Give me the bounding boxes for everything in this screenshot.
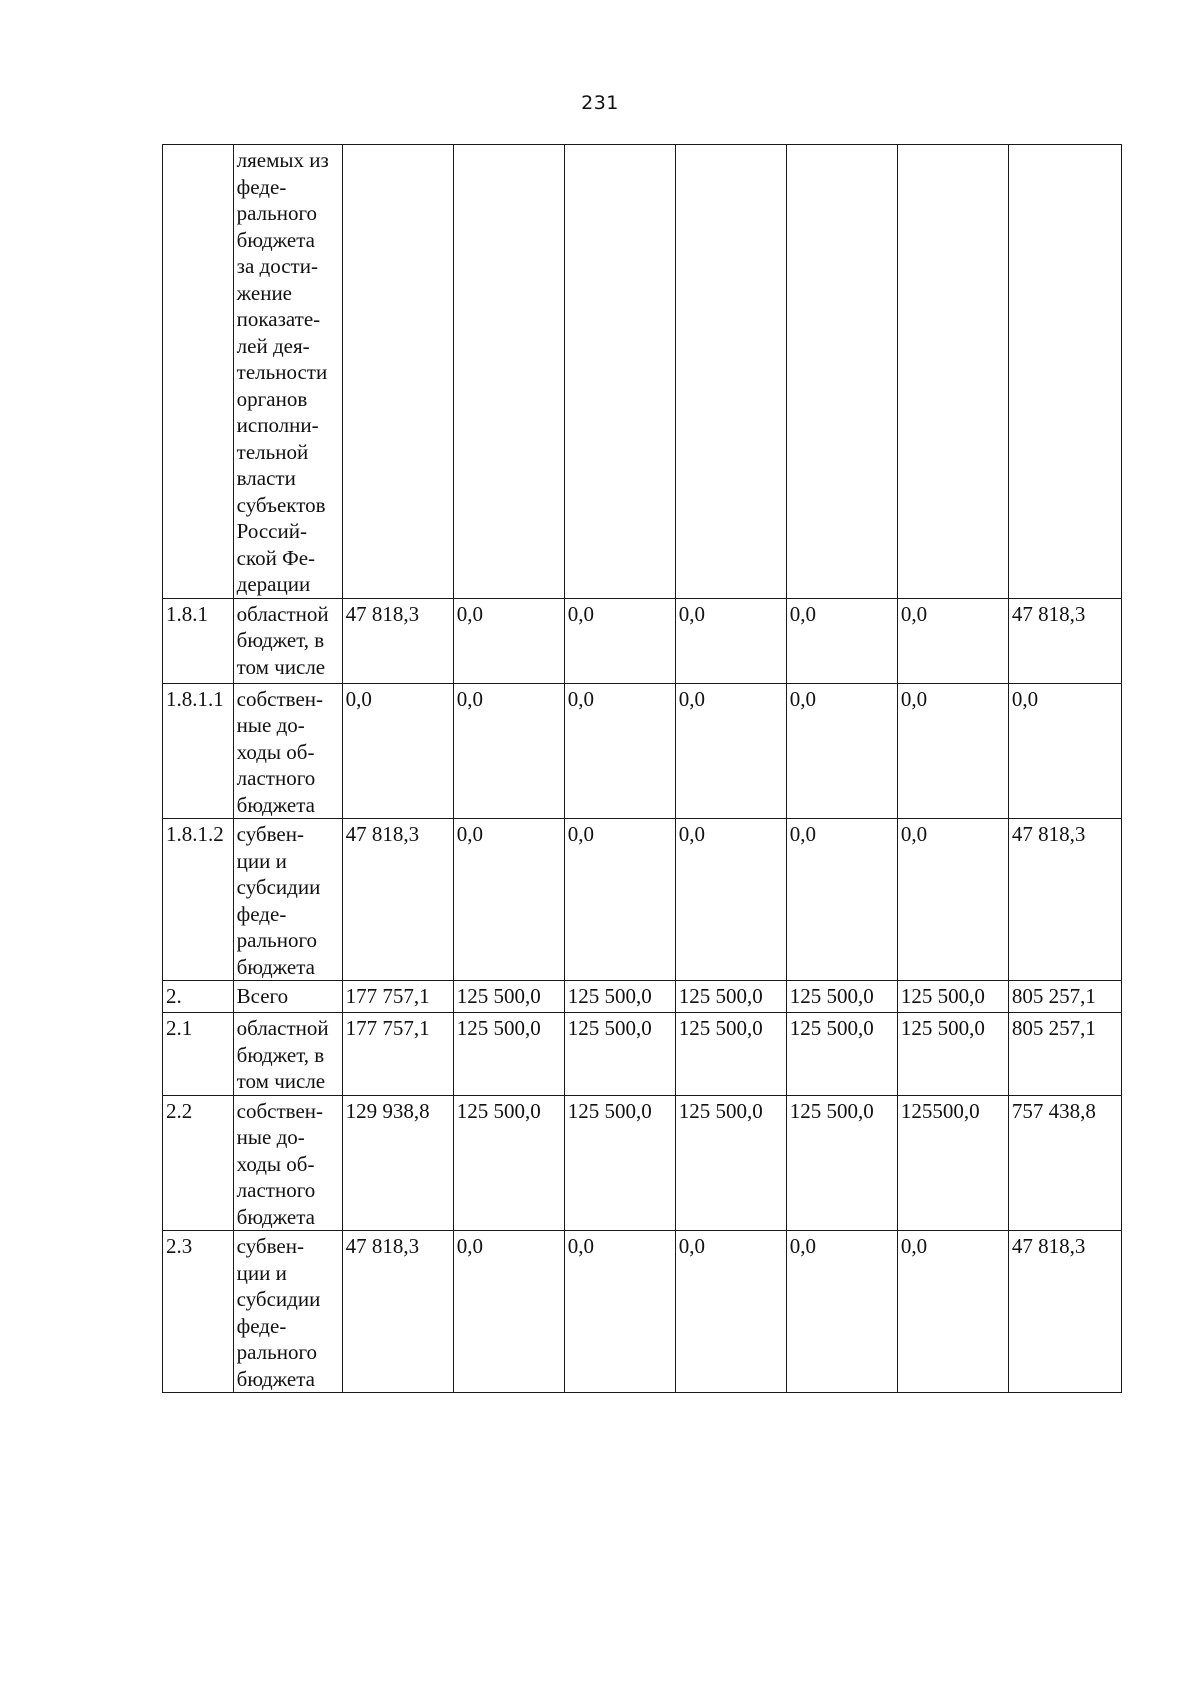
row-label-cell: Всего: [233, 981, 342, 1013]
value-cell: [897, 145, 1008, 599]
value-cell: [453, 145, 564, 599]
table-row: [163, 683, 1122, 819]
value-cell: 47 818,3: [342, 1231, 453, 1393]
value-cell: 0,0: [1008, 683, 1121, 819]
row-code-cell: 1.8.1: [163, 598, 234, 683]
value-cell: 0,0: [897, 683, 1008, 819]
table-row: [163, 145, 1122, 599]
value-cell: 125 500,0: [675, 981, 786, 1013]
value-cell: 0,0: [897, 598, 1008, 683]
value-cell: 0,0: [453, 819, 564, 981]
row-label-cell: областной бюджет, в том числе: [233, 1013, 342, 1096]
value-cell: [675, 145, 786, 599]
value-cell: 757 438,8: [1008, 1095, 1121, 1231]
value-cell: 47 818,3: [1008, 819, 1121, 981]
value-cell: 0,0: [675, 819, 786, 981]
value-cell: 0,0: [786, 819, 897, 981]
value-cell: 0,0: [786, 683, 897, 819]
value-cell: 0,0: [564, 819, 675, 981]
value-cell: 47 818,3: [1008, 598, 1121, 683]
value-cell: 0,0: [564, 598, 675, 683]
value-cell: [786, 145, 897, 599]
table-row: [163, 819, 1122, 981]
value-cell: 125 500,0: [897, 981, 1008, 1013]
value-cell: 0,0: [897, 1231, 1008, 1393]
value-cell: 0,0: [675, 1231, 786, 1393]
value-cell: 0,0: [342, 683, 453, 819]
table-row: [163, 598, 1122, 683]
row-label-cell: собствен- ные до- ходы об- ластного бюджета: [233, 683, 342, 819]
value-cell: 0,0: [453, 683, 564, 819]
table-row: [163, 1231, 1122, 1393]
page-number: 231: [581, 92, 619, 114]
budget-table: [162, 144, 1122, 1393]
value-cell: 125 500,0: [564, 1095, 675, 1231]
row-code-cell: 1.8.1.1: [163, 683, 234, 819]
value-cell: 0,0: [453, 598, 564, 683]
value-cell: 129 938,8: [342, 1095, 453, 1231]
value-cell: 125 500,0: [675, 1013, 786, 1096]
row-code-cell: 1.8.1.2: [163, 819, 234, 981]
value-cell: 47 818,3: [342, 598, 453, 683]
value-cell: 0,0: [786, 1231, 897, 1393]
row-label-cell: собствен- ные до- ходы об- ластного бюджета: [233, 1095, 342, 1231]
value-cell: 125 500,0: [453, 981, 564, 1013]
value-cell: 125 500,0: [786, 1013, 897, 1096]
row-label-cell: областной бюджет, в том числе: [233, 598, 342, 683]
value-cell: 0,0: [675, 683, 786, 819]
value-cell: 47 818,3: [342, 819, 453, 981]
table-row: [163, 1095, 1122, 1231]
row-code-cell: 2.3: [163, 1231, 234, 1393]
value-cell: 125 500,0: [564, 1013, 675, 1096]
row-label-cell: субвен- ции и субсидии феде- рального бюджета: [233, 1231, 342, 1393]
value-cell: 177 757,1: [342, 981, 453, 1013]
row-code-cell: [163, 145, 234, 599]
value-cell: 125500,0: [897, 1095, 1008, 1231]
row-label-cell: ляемых из феде- рального бюджета за дости- жение показате- лей дея- тельности органов исполни- тельной власти субъектов Россий- ской Фе- дерации: [233, 145, 342, 599]
value-cell: 125 500,0: [675, 1095, 786, 1231]
value-cell: 125 500,0: [786, 1095, 897, 1231]
value-cell: 47 818,3: [1008, 1231, 1121, 1393]
value-cell: 177 757,1: [342, 1013, 453, 1096]
value-cell: 0,0: [564, 683, 675, 819]
value-cell: 0,0: [453, 1231, 564, 1393]
value-cell: 0,0: [675, 598, 786, 683]
value-cell: 0,0: [897, 819, 1008, 981]
value-cell: 805 257,1: [1008, 981, 1121, 1013]
value-cell: 0,0: [786, 598, 897, 683]
table-row: [163, 981, 1122, 1013]
row-code-cell: 2.2: [163, 1095, 234, 1231]
table-row: [163, 1013, 1122, 1096]
value-cell: [1008, 145, 1121, 599]
row-label-cell: субвен- ции и субсидии феде- рального бюджета: [233, 819, 342, 981]
table-body: [163, 145, 1122, 1393]
row-code-cell: 2.: [163, 981, 234, 1013]
value-cell: 125 500,0: [786, 981, 897, 1013]
value-cell: 125 500,0: [453, 1013, 564, 1096]
value-cell: 0,0: [564, 1231, 675, 1393]
value-cell: 125 500,0: [453, 1095, 564, 1231]
value-cell: 125 500,0: [564, 981, 675, 1013]
row-code-cell: 2.1: [163, 1013, 234, 1096]
value-cell: 125 500,0: [897, 1013, 1008, 1096]
value-cell: [342, 145, 453, 599]
value-cell: [564, 145, 675, 599]
value-cell: 805 257,1: [1008, 1013, 1121, 1096]
